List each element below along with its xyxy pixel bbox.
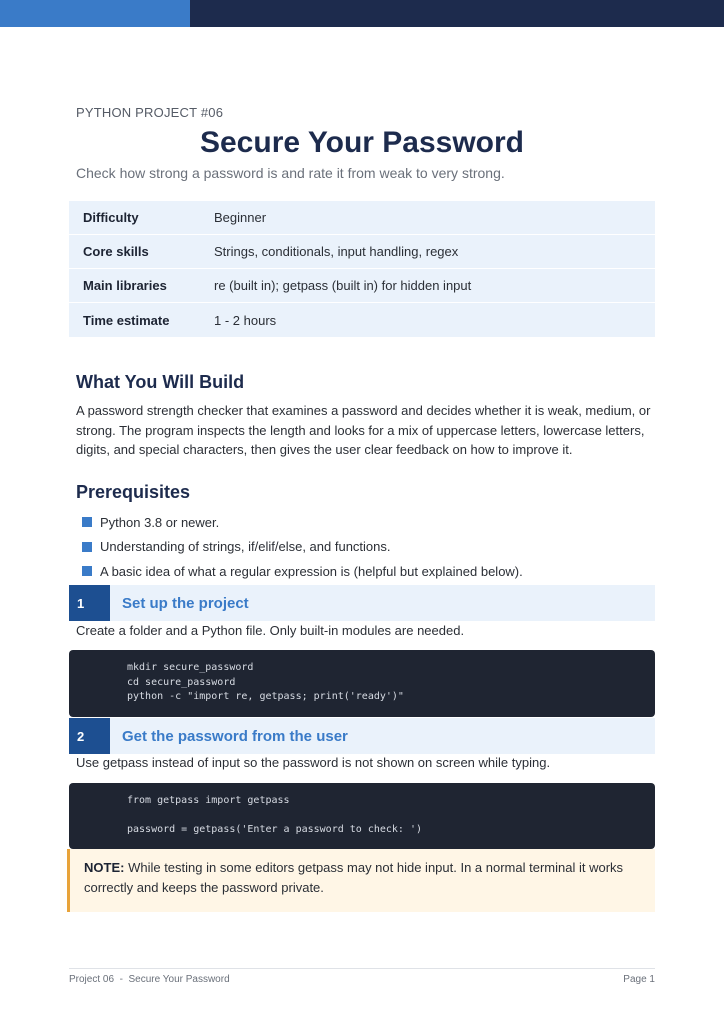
page-title: Secure Your Password <box>199 126 525 159</box>
info-row-main-libraries <box>69 269 655 303</box>
info-label: Time estimate <box>83 312 170 328</box>
list-item <box>82 559 523 584</box>
footer-page-number: Page 1 <box>623 974 655 985</box>
list-item-text: Python 3.8 or newer. <box>100 514 220 530</box>
page-subtitle: Check how strong a password is and rate it from weak to very strong. <box>76 165 505 181</box>
section-heading-build: What You Will Build <box>76 372 245 392</box>
footer-divider <box>69 968 655 969</box>
code-line: python -c "import re, getpass; print('ready')" <box>127 691 404 703</box>
step-description: Use getpass instead of input so the password is not shown on screen while typing. <box>76 755 551 770</box>
code-block <box>69 783 655 849</box>
top-banner <box>0 0 724 27</box>
list-item-text: Understanding of strings, if/elif/else, and functions. <box>100 539 391 555</box>
code-line: from getpass import getpass <box>127 795 290 806</box>
step-description: Create a folder and a Python file. Only built-in modules are needed. <box>76 623 465 638</box>
bullet-square-icon <box>82 542 92 552</box>
code-line: cd secure_password <box>127 676 236 688</box>
list-item-text: A basic idea of what a regular expression is (helpful but explained below). <box>100 563 523 579</box>
bullet-square-icon <box>82 566 92 576</box>
list-item <box>82 510 523 535</box>
info-value: Beginner <box>214 210 267 225</box>
step-header-2 <box>69 718 655 754</box>
section-heading-prerequisites: Prerequisites <box>76 482 191 502</box>
info-row-core-skills <box>69 235 655 269</box>
info-value: 1 - 2 hours <box>214 312 277 328</box>
code-line <box>127 810 655 825</box>
note-text: While testing in some editors getpass may not hide input. In a normal terminal it works correctly and keeps the password private. <box>84 860 624 895</box>
prerequisites-list <box>82 510 523 584</box>
note-callout <box>67 849 655 912</box>
code-line: password = getpass('Enter a password to check: ') <box>127 824 423 836</box>
project-info-table <box>69 201 655 337</box>
step-title: Set up the project <box>122 594 249 612</box>
info-row-time-estimate <box>69 303 655 337</box>
step-title: Get the password from the user <box>122 727 348 745</box>
bullet-square-icon <box>82 517 92 527</box>
step-header-1 <box>69 585 655 621</box>
footer-project-label: Project 06 - Secure Your Password <box>69 974 230 985</box>
project-kicker: PYTHON PROJECT #06 <box>76 105 224 120</box>
code-block <box>69 650 655 717</box>
step-number: 1 <box>69 585 110 621</box>
top-banner-accent <box>0 0 190 27</box>
code-line: mkdir secure_password <box>127 662 254 673</box>
list-item <box>82 535 523 560</box>
note-label: NOTE: <box>84 860 125 875</box>
info-label: Core skills <box>83 244 149 259</box>
info-label: Main libraries <box>83 278 167 293</box>
info-value: Strings, conditionals, input handling, regex <box>214 244 459 259</box>
info-label: Difficulty <box>83 210 139 225</box>
build-description: A password strength checker that examines a password and decides whether it is weak, medium, or strong. The program inspects the length and looks for a mix of uppercase letters, lowercase letters, digits, and special characters, then gives the user clear feedback on how to improve it. <box>76 403 651 457</box>
info-value: re (built in); getpass (built in) for hidden input <box>214 278 472 293</box>
step-number: 2 <box>69 718 110 754</box>
info-row-difficulty <box>69 201 655 235</box>
